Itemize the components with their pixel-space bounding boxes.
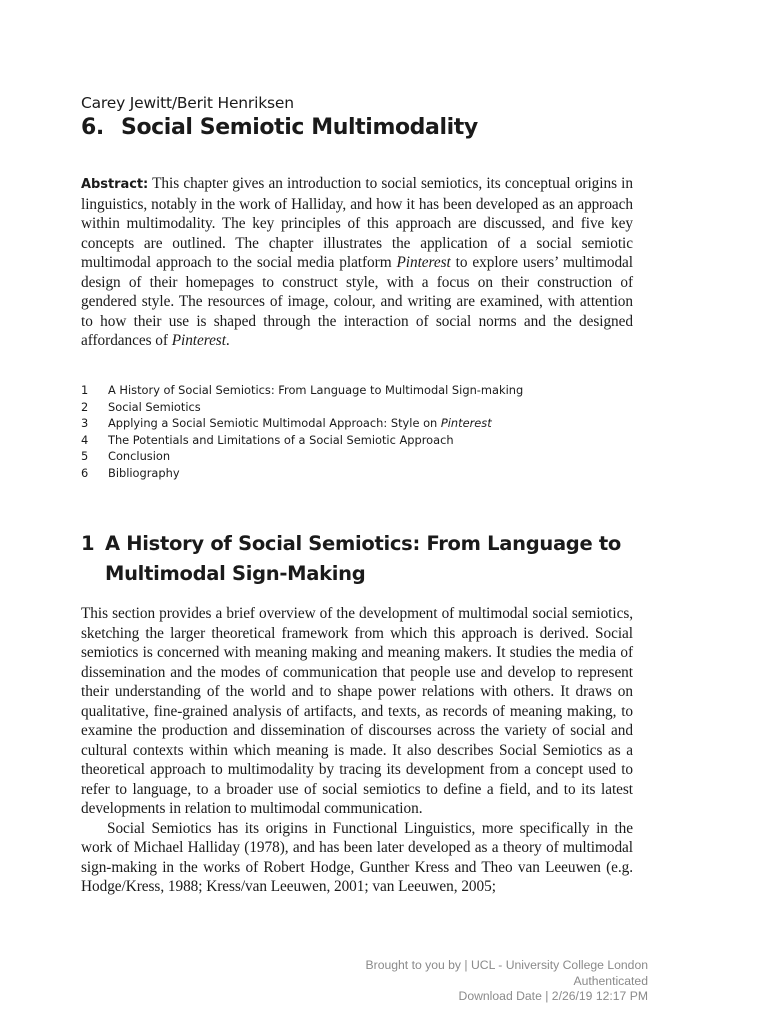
toc-item bbox=[81, 415, 633, 432]
abstract bbox=[81, 174, 633, 351]
toc-item bbox=[81, 465, 633, 482]
abstract-text-2: to explore users’ multimodal design of their homepages to construct style, with a focus on their construction of gendered style. The resources of image, colour, and writing are examined, with attention to how their use is shaped through the interaction of social norms and the designed affordances of bbox=[81, 254, 633, 349]
toc-item-number: 6 bbox=[81, 465, 89, 480]
toc-item-title-italic: Pinterest bbox=[440, 416, 492, 431]
section-heading bbox=[81, 529, 633, 588]
section-body bbox=[81, 604, 633, 897]
body-paragraph: Social Semiotics has its origins in Functional Linguistics, more specifically in the work of Michael Halliday (1978), and has been later developed as a theory of multimodal sign-making in the works of Robert Hodge, Gunther Kress and Theo van Leeuwen (e.g. Hodge/Kress, 1988; Kress/van Leeuwen, 2001; van Leeuwen, 2005; bbox=[81, 819, 633, 895]
section-title-text: A History of Social Semiotics: From Language to Multimodal Sign-Making bbox=[105, 532, 621, 585]
abstract-text-3: . bbox=[225, 332, 230, 349]
footer-provider: Brought to you by | UCL - University College London bbox=[365, 958, 648, 972]
toc-item bbox=[81, 399, 633, 416]
toc-item bbox=[81, 382, 633, 399]
abstract-text-1: This chapter gives an introduction to social semiotics, its conceptual origins in linguistics, notably in the work of Halliday, and how it has been developed as an approach within multimodality. The key principles of this approach are discussed, and five key concepts are outlined. The chapter illustrates the application of a social semiotic multimodal approach to the social media platform bbox=[81, 175, 633, 271]
chapter-authors: Carey Jewitt/Berit Henriksen bbox=[81, 94, 294, 112]
toc-item bbox=[81, 432, 633, 449]
toc-item-title-text: Conclusion bbox=[108, 449, 171, 464]
toc-item-title-text: The Potentials and Limitations of a Social Semiotic Approach bbox=[108, 432, 454, 447]
toc-item-title bbox=[108, 399, 201, 416]
toc-item-number: 2 bbox=[81, 399, 89, 414]
toc-item-title-text: A History of Social Semiotics: From Language to Multimodal Sign-making bbox=[108, 383, 524, 397]
download-footer bbox=[366, 958, 649, 1005]
toc-item bbox=[81, 448, 633, 465]
toc-item-title-text: Social Semiotics bbox=[108, 399, 201, 414]
toc-item-title-text: Applying a Social Semiotic Multimodal Approach: Style on bbox=[108, 416, 441, 431]
toc-item-number: 3 bbox=[81, 416, 89, 431]
chapter-number: 6. bbox=[81, 115, 104, 140]
abstract-italic-1: Pinterest bbox=[396, 254, 451, 271]
footer-download-date: Download Date | 2/26/19 12:17 PM bbox=[458, 989, 648, 1003]
toc-item-title-text: Bibliography bbox=[108, 465, 180, 480]
chapter-title-text: Social Semiotic Multimodality bbox=[121, 115, 478, 140]
footer-auth-status: Authenticated bbox=[573, 973, 648, 988]
abstract-italic-2: Pinterest bbox=[171, 332, 226, 349]
toc-item-number: 5 bbox=[81, 449, 89, 464]
chapter-title bbox=[81, 115, 478, 140]
toc-item-title bbox=[108, 432, 454, 449]
toc-item-title bbox=[108, 382, 523, 399]
toc-item-number: 1 bbox=[81, 383, 89, 397]
section-number: 1 bbox=[81, 532, 95, 555]
toc-item-title bbox=[108, 448, 170, 465]
toc-item-number: 4 bbox=[81, 432, 89, 447]
toc-item-title bbox=[108, 415, 492, 432]
toc-item-title bbox=[108, 465, 180, 482]
abstract-label: Abstract: bbox=[81, 177, 149, 192]
table-of-contents bbox=[81, 382, 633, 482]
body-paragraph: This section provides a brief overview of the development of multimodal social semiotics, sketching the larger theoretical framework from which this approach is derived. Social semiotics is concerned with meaning making and meaning makers. It studies the media of dissemination and the modes of communication that people use and develop to represent their understanding of the world and to shape power relations with others. It draws on qualitative, fine-grained analysis of artifacts, and texts, as records of meaning making, to examine the production and dissemination of discourses across the variety of social and cultural contexts within which meaning is made. It also describes Social Semiotics as a theoretical approach to multimodality by tracing its development from a concept used to refer to language, to a broader use of social semiotics to define a field, and to its latest developments in relation to multimodal communication. bbox=[81, 605, 633, 817]
